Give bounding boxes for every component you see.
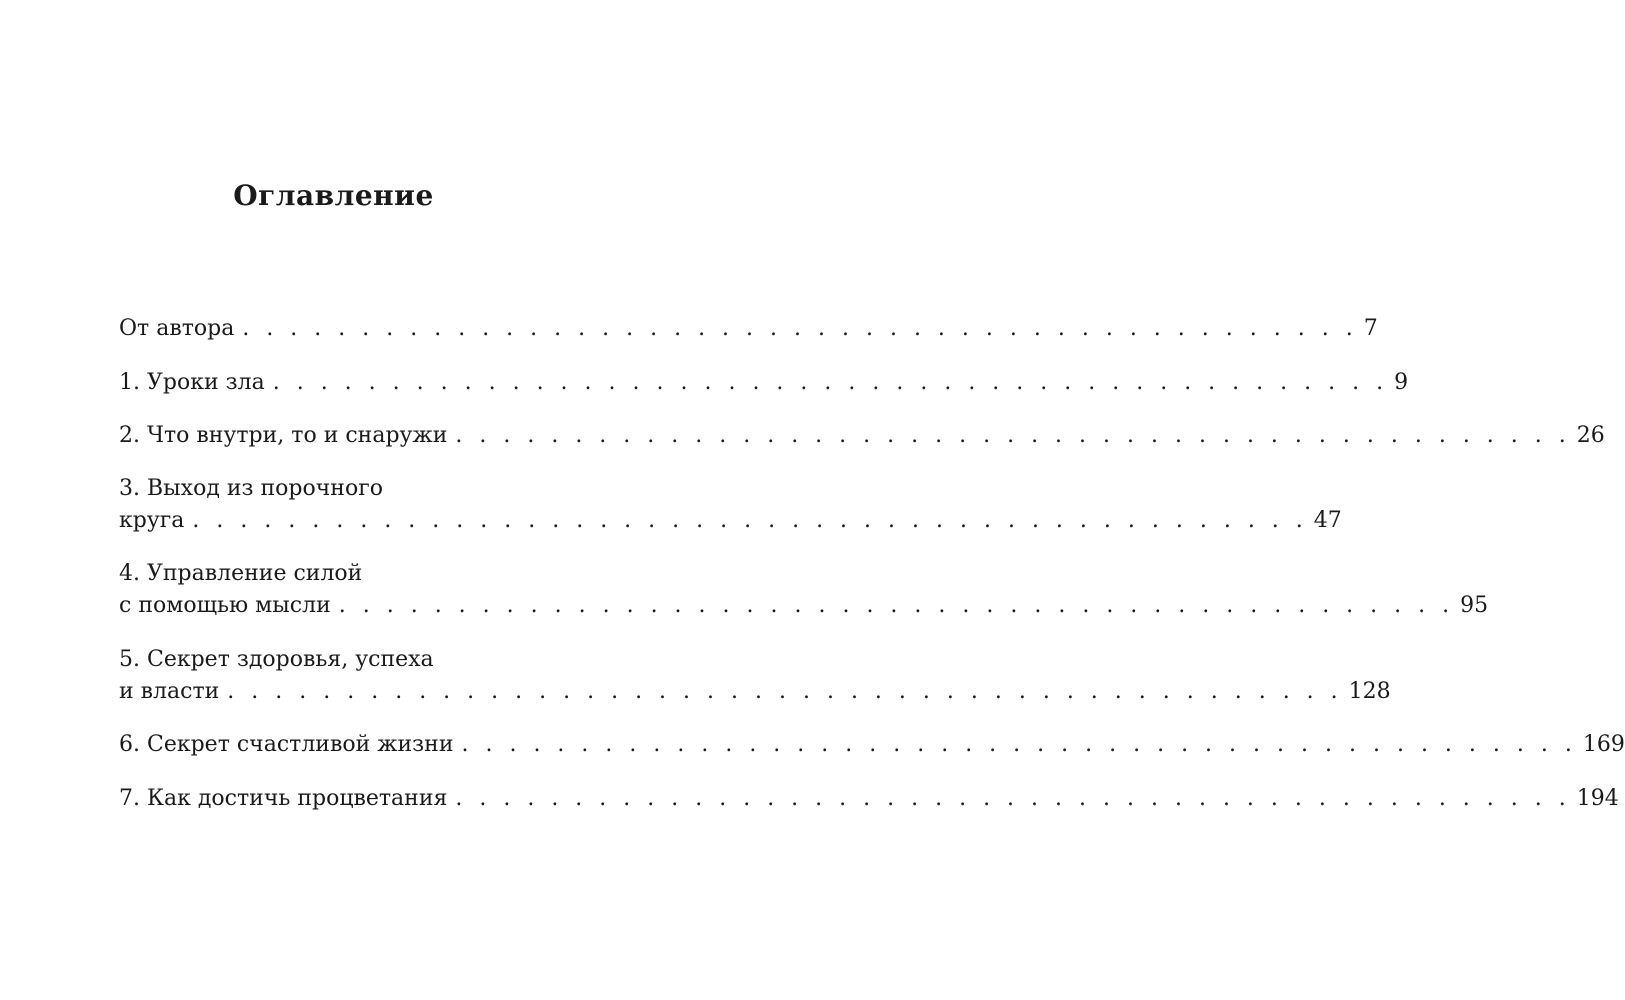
toc-entry-page: 169 xyxy=(1582,732,1625,757)
toc-entry xyxy=(119,367,1409,399)
dot-leader: . . . . . . . . . . . . . . . . . . . . . . . . . . . . . . . . . . . . . . . . . . . . . . . xyxy=(455,786,1571,811)
toc-entry-page: 7 xyxy=(1363,316,1378,341)
toc-entry-title-continued: круга xyxy=(119,508,185,533)
toc-entry-title: 2. Что внутри, то и снаружи xyxy=(119,423,448,448)
toc-entry-title: 4. Управление силой xyxy=(119,561,363,586)
dot-leader: . . . . . . . . . . . . . . . . . . . . . . . . . . . . . . . . . . . . . . . . . . . . . . . xyxy=(455,423,1571,448)
toc-entry-page: 26 xyxy=(1576,423,1605,448)
toc-entry-title: От автора xyxy=(119,316,235,341)
toc-entry-title: 1. Уроки зла xyxy=(119,370,265,395)
toc-entry-title-continued: и власти xyxy=(119,679,220,704)
toc-entry-page: 47 xyxy=(1313,508,1342,533)
toc-entry-title: 5. Секрет здоровья, успеха xyxy=(119,647,434,672)
dot-leader: . . . . . . . . . . . . . . . . . . . . . . . . . . . . . . . . . . . . . . . . . . . . . . . xyxy=(272,370,1389,395)
dot-leader: . . . . . . . . . . . . . . . . . . . . . . . . . . . . . . . . . . . . . . . . . . . . . . . xyxy=(242,316,1358,341)
toc-entry-title-continued: с помощью мысли xyxy=(119,593,331,618)
toc-entry-page: 9 xyxy=(1394,370,1409,395)
toc-entry xyxy=(119,783,1619,815)
toc-entry-title: 3. Выход из порочного xyxy=(119,476,383,501)
toc-entry-title: 7. Как достичь процветания xyxy=(119,786,448,811)
dot-leader: . . . . . . . . . . . . . . . . . . . . . . . . . . . . . . . . . . . . . . . . . . . . . . . xyxy=(227,679,1343,704)
toc-entry xyxy=(119,558,1489,622)
dot-leader: . . . . . . . . . . . . . . . . . . . . . . . . . . . . . . . . . . . . . . . . . . . . . . . xyxy=(338,593,1455,618)
toc-entry xyxy=(119,473,1342,537)
page-title: Оглавление xyxy=(233,179,434,212)
toc-entry-page: 95 xyxy=(1460,593,1489,618)
toc-entry xyxy=(119,313,1378,345)
dot-leader: . . . . . . . . . . . . . . . . . . . . . . . . . . . . . . . . . . . . . . . . . . . . . . . xyxy=(461,732,1577,757)
dot-leader: . . . . . . . . . . . . . . . . . . . . . . . . . . . . . . . . . . . . . . . . . . . . . . . xyxy=(192,508,1308,533)
toc-entry-page: 194 xyxy=(1576,786,1619,811)
toc-entry-page: 128 xyxy=(1348,679,1391,704)
toc-entry xyxy=(119,644,1391,708)
toc-entry-title: 6. Секрет счастливой жизни xyxy=(119,732,454,757)
toc-entry xyxy=(119,729,1625,761)
toc-entry xyxy=(119,420,1605,452)
